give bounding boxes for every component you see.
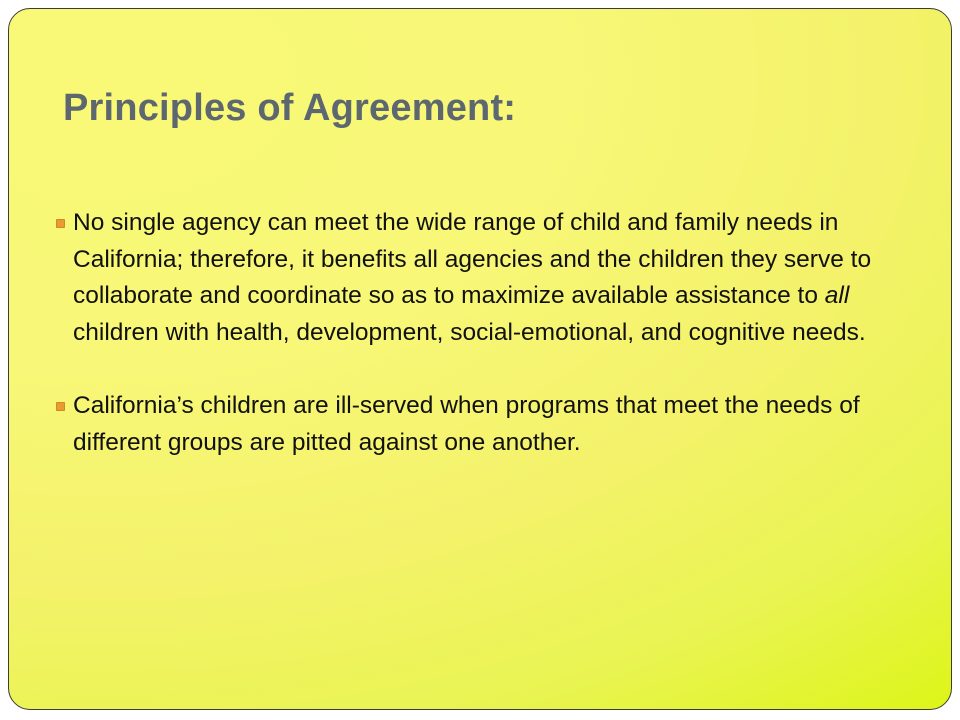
square-bullet-icon — [56, 402, 65, 411]
bullet-text-1-emphasis: all — [824, 282, 850, 309]
square-bullet-icon — [56, 219, 65, 228]
bullet-text-2 — [73, 392, 860, 456]
bullet-text-1-part-b: children with health, development, social-emotional, and cognitive needs. — [73, 318, 866, 346]
slide-title: Principles of Agreement: — [63, 87, 517, 129]
bullet-text-1 — [73, 209, 871, 346]
bullet-item-2 — [53, 388, 923, 461]
bullet-text-1-part-a: No single agency can meet the wide range of child and family needs in California; therefore, it benefits all agencies and the children they serve to collaborate and coordinate so as to maximize available assistance to — [73, 209, 872, 309]
bullet-list — [53, 205, 923, 461]
slide — [8, 8, 952, 710]
bullet-text-2-part-a: California’s children are ill-served when programs that meet the needs of different groups are pitted against one another. — [73, 392, 860, 456]
bullet-item-1 — [53, 205, 923, 351]
